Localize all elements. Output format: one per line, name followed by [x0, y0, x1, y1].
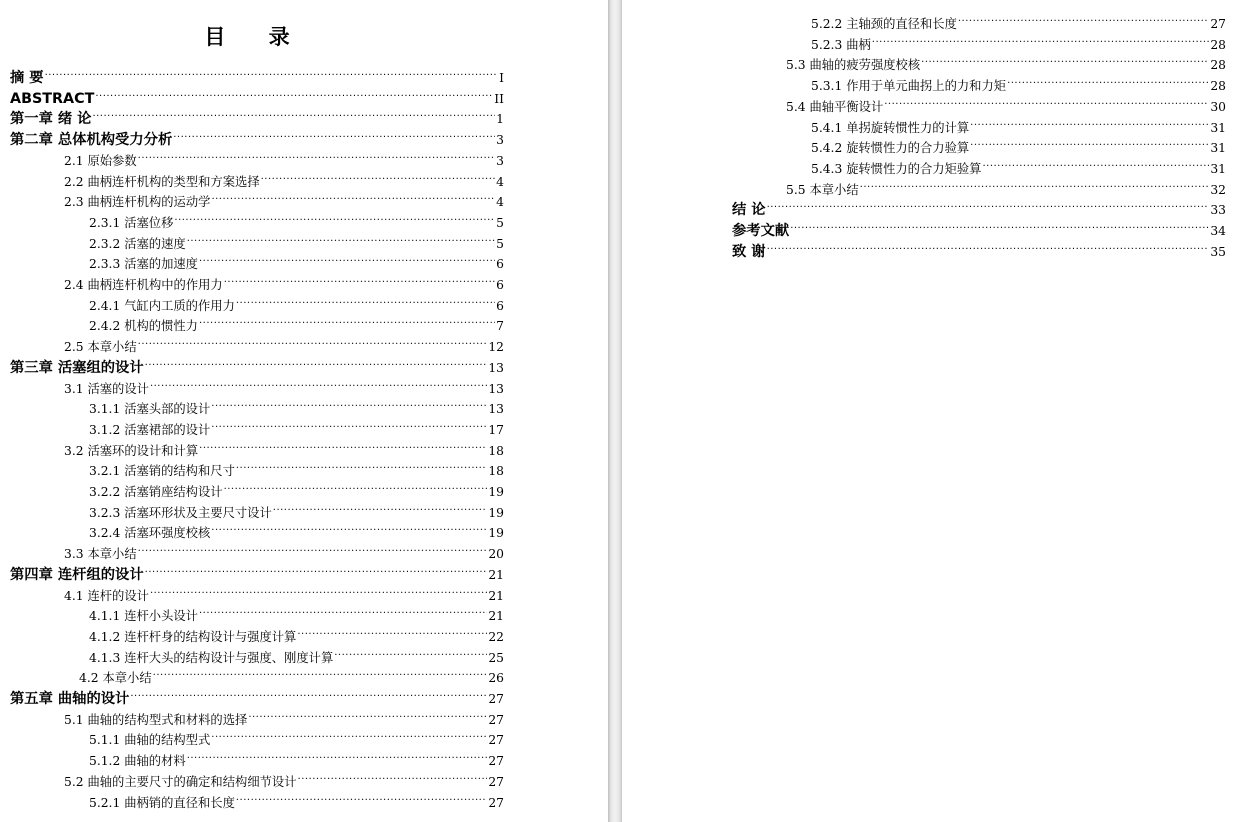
toc-entry-page-number: 5 — [496, 215, 504, 230]
toc-entry-page-number: 31 — [1210, 120, 1226, 135]
toc-entry-page-number: 25 — [488, 650, 504, 665]
toc-entry-label: 2.3 曲柄连杆机构的运动学 — [64, 195, 211, 210]
toc-entry-label: 4.1 连杆的设计 — [64, 588, 149, 603]
toc-entry[interactable] — [64, 269, 504, 292]
toc-dot-leader — [187, 745, 488, 765]
toc-dot-leader — [982, 153, 1209, 173]
toc-entry-page-number: 6 — [496, 278, 504, 292]
toc-entry-label: 第三章 活塞组的设计 — [10, 359, 144, 376]
toc-entry-page-number: 1 — [496, 112, 504, 127]
toc-entry[interactable] — [89, 290, 504, 313]
toc-entry[interactable] — [89, 517, 504, 541]
toc-entry-page-number: 20 — [488, 547, 504, 562]
toc-entry-page-number: 17 — [488, 422, 504, 437]
toc-entry-page-number: 27 — [488, 712, 504, 727]
toc-dot-leader — [872, 29, 1210, 49]
toc-entry[interactable] — [89, 476, 504, 499]
toc-entry[interactable] — [786, 49, 1226, 73]
toc-entry[interactable] — [732, 194, 1226, 219]
toc-dot-leader — [211, 186, 495, 206]
toc-entry[interactable] — [732, 215, 1226, 239]
toc-entry-label: 3.2.4 活塞环强度校核 — [89, 526, 211, 541]
toc-page-left — [0, 0, 608, 822]
toc-entry[interactable] — [89, 207, 504, 230]
toc-entry-label: 4.2 本章小结 — [79, 671, 152, 686]
toc-entry[interactable] — [64, 766, 504, 789]
toc-entry[interactable] — [89, 745, 504, 769]
toc-entry-page-number: 28 — [1210, 37, 1226, 52]
toc-entry-label: 致 谢 — [732, 243, 766, 260]
toc-entry-page-number: 3 — [496, 133, 504, 148]
toc-entry-page-number: 27 — [1210, 17, 1226, 31]
toc-entry-label: 3.1.2 活塞裙部的设计 — [89, 422, 211, 437]
toc-dot-leader — [921, 49, 1209, 69]
toc-dot-leader — [970, 112, 1209, 132]
toc-entry-page-number: 32 — [1210, 182, 1226, 197]
toc-entry-label: 3.1 活塞的设计 — [64, 381, 149, 396]
toc-entry-label: 3.2.1 活塞销的结构和尺寸 — [89, 464, 235, 479]
toc-entry-page-number: 27 — [488, 733, 504, 748]
toc-entry[interactable] — [10, 559, 504, 583]
toc-dot-leader — [174, 207, 495, 227]
toc-entry-label: 3.2.3 活塞环形状及主要尺寸设计 — [89, 505, 272, 520]
toc-entry[interactable] — [89, 310, 504, 334]
toc-dot-leader — [860, 174, 1210, 194]
toc-dot-leader — [297, 621, 487, 641]
toc-entry[interactable] — [811, 8, 1226, 31]
toc-entry[interactable] — [89, 497, 504, 520]
toc-entry-label: 4.1.2 连杆杆身的结构设计与强度计算 — [89, 629, 297, 644]
toc-entry[interactable] — [64, 538, 504, 562]
toc-dot-leader — [211, 517, 487, 537]
toc-dot-leader — [224, 476, 488, 496]
toc-dot-leader — [211, 393, 487, 413]
toc-entry-page-number: 26 — [488, 671, 504, 686]
toc-entry[interactable] — [89, 621, 504, 644]
toc-dot-leader — [199, 310, 495, 330]
toc-entry-page-number: 30 — [1210, 99, 1226, 114]
toc-entry-page-number: 7 — [496, 319, 504, 334]
toc-dot-leader — [236, 787, 487, 807]
toc-entry-page-number: 18 — [488, 464, 504, 479]
toc-entry-label: 3.2.2 活塞销座结构设计 — [89, 485, 223, 499]
toc-entry[interactable] — [89, 455, 504, 479]
toc-entry-label: 4.1.3 连杆大头的结构设计与强度、刚度计算 — [89, 650, 334, 665]
toc-entry-label: 2.3.1 活塞位移 — [89, 215, 174, 230]
toc-entry-label: ABSTRACT — [10, 90, 95, 107]
toc-entry[interactable] — [64, 580, 504, 603]
page-gutter — [608, 0, 622, 822]
toc-dot-leader — [145, 559, 488, 579]
toc-entry[interactable] — [732, 236, 1226, 260]
toc-dot-leader — [1007, 70, 1209, 90]
toc-dot-leader — [211, 414, 487, 434]
toc-entry-page-number: 28 — [1210, 79, 1226, 94]
toc-entry-label: 参考文献 — [732, 223, 790, 239]
toc-entry-page-number: 33 — [1210, 203, 1226, 218]
toc-entry-label: 3.1.1 活塞头部的设计 — [89, 402, 211, 417]
toc-entry[interactable] — [89, 724, 504, 748]
toc-entry-label: 2.4.1 气缸内工质的作用力 — [89, 298, 235, 313]
toc-entry[interactable] — [89, 414, 504, 437]
toc-entry-page-number: 13 — [488, 381, 504, 396]
toc-dot-leader — [153, 662, 488, 682]
toc-entry-page-number: 4 — [496, 174, 504, 189]
toc-entry[interactable] — [64, 186, 504, 210]
toc-entry-page-number: 34 — [1210, 224, 1226, 238]
toc-entry-label: 5.2.2 主轴颈的直径和长度 — [811, 17, 957, 31]
toc-dot-leader — [273, 497, 488, 517]
toc-entry-label: 5.2.3 曲柄 — [811, 37, 871, 52]
toc-entry-page-number: 19 — [488, 526, 504, 541]
toc-entry-label: 第二章 总体机构受力分析 — [10, 132, 173, 149]
toc-entry-page-number: 6 — [496, 298, 504, 313]
toc-entry-page-number: 12 — [488, 340, 504, 355]
toc-entry-page-number: 28 — [1210, 58, 1226, 73]
toc-entry[interactable] — [64, 166, 504, 189]
toc-entry-label: 结 论 — [732, 202, 766, 219]
toc-dot-leader — [199, 435, 487, 455]
toc-dot-leader — [211, 724, 487, 744]
toc-entry-label: 3.3 本章小结 — [64, 547, 137, 562]
toc-entry[interactable] — [89, 393, 504, 417]
toc-entry-page-number: 27 — [488, 692, 504, 706]
toc-dot-leader — [150, 580, 487, 600]
toc-entry[interactable] — [79, 662, 504, 686]
toc-entry-page-number: 19 — [488, 485, 504, 499]
toc-entry-page-number: 21 — [488, 588, 504, 603]
toc-entry[interactable] — [811, 153, 1226, 176]
toc-entry-label: 2.3.3 活塞的加速度 — [89, 257, 198, 272]
toc-entry[interactable] — [64, 373, 504, 396]
toc-dot-leader — [199, 600, 487, 620]
toc-entry-page-number: 3 — [496, 153, 504, 168]
toc-entry-page-number: 31 — [1210, 161, 1226, 176]
toc-entry-label: 2.2 曲柄连杆机构的类型和方案选择 — [64, 174, 260, 189]
toc-entry[interactable] — [64, 435, 504, 458]
toc-entry[interactable] — [786, 91, 1226, 114]
toc-entry-label: 5.3 曲轴的疲劳强度校核 — [786, 58, 921, 73]
toc-entry[interactable] — [64, 145, 504, 168]
toc-dot-leader — [45, 62, 499, 82]
toc-page-right — [622, 0, 1234, 822]
toc-entry-page-number: 27 — [488, 774, 504, 789]
toc-entry-label: 5.2 曲轴的主要尺寸的确定和结构细节设计 — [64, 774, 297, 789]
toc-entry-label: 5.3.1 作用于单元曲拐上的力和力矩 — [811, 79, 1007, 94]
toc-entry-page-number: 18 — [488, 443, 504, 458]
toc-dot-leader — [236, 455, 487, 475]
toc-entry-page-number: 21 — [488, 567, 504, 582]
toc-entry[interactable] — [89, 600, 504, 624]
toc-dot-leader — [138, 331, 488, 351]
toc-entry[interactable] — [89, 787, 504, 810]
toc-entry-label: 5.1.1 曲轴的结构型式 — [89, 733, 211, 748]
toc-dot-leader — [334, 642, 487, 662]
toc-entry-label: 2.4 曲柄连杆机构中的作用力 — [64, 278, 223, 292]
toc-entry-label: 第四章 连杆组的设计 — [10, 566, 144, 583]
toc-entry[interactable] — [811, 112, 1226, 135]
toc-dot-leader — [224, 269, 495, 289]
toc-dot-leader — [298, 766, 488, 786]
toc-entry[interactable] — [89, 642, 504, 665]
toc-entry-label: 4.1.1 连杆小头设计 — [89, 609, 198, 624]
toc-dot-leader — [248, 704, 487, 724]
toc-entry-label: 2.5 本章小结 — [64, 340, 137, 355]
toc-entry[interactable] — [10, 124, 504, 149]
toc-entry-label: 2.1 原始参数 — [64, 153, 137, 168]
toc-dot-leader — [958, 8, 1209, 28]
toc-dot-leader — [130, 683, 487, 703]
toc-dot-leader — [767, 194, 1210, 214]
toc-dot-leader — [138, 538, 488, 558]
toc-entry-label: 2.3.2 活塞的速度 — [89, 236, 186, 251]
toc-dot-leader — [173, 124, 495, 144]
toc-entry-page-number: 31 — [1210, 141, 1226, 156]
toc-entry[interactable] — [786, 174, 1226, 197]
toc-entry-label: 5.4 曲轴平衡设计 — [786, 99, 884, 114]
toc-entry-label: 第五章 曲轴的设计 — [10, 691, 130, 707]
toc-entry[interactable] — [10, 103, 504, 128]
toc-entry-label: 3.2 活塞环的设计和计算 — [64, 443, 199, 458]
toc-dot-leader — [261, 166, 496, 186]
toc-entry[interactable] — [811, 70, 1226, 94]
toc-entry-label: 5.4.1 单拐旋转惯性力的计算 — [811, 120, 970, 135]
toc-entry-page-number: 35 — [1210, 244, 1226, 259]
toc-entry-page-number: II — [494, 91, 504, 106]
toc-dot-leader — [187, 228, 495, 248]
toc-entry[interactable] — [64, 331, 504, 355]
toc-dot-leader — [790, 215, 1209, 235]
toc-entry[interactable] — [10, 352, 504, 376]
toc-entry-page-number: 22 — [488, 629, 504, 644]
toc-entry[interactable] — [10, 683, 504, 707]
toc-entry-page-number: 21 — [488, 609, 504, 624]
toc-dot-leader — [767, 236, 1210, 256]
toc-entry-label: 2.4.2 机构的惯性力 — [89, 319, 198, 334]
toc-title: 目 录 — [204, 25, 308, 49]
toc-entry[interactable] — [811, 29, 1226, 52]
toc-entry-label: 5.4.2 旋转惯性力的合力验算 — [811, 141, 970, 156]
toc-entry-page-number: 13 — [488, 360, 504, 375]
toc-entry-label: 5.5 本章小结 — [786, 182, 859, 197]
toc-dot-leader — [236, 290, 495, 310]
toc-entry-label: 5.1 曲轴的结构型式和材料的选择 — [64, 712, 248, 727]
toc-dot-leader — [150, 373, 487, 393]
toc-dot-leader — [138, 145, 496, 165]
toc-dot-leader — [970, 132, 1209, 152]
toc-entry-page-number: 27 — [488, 754, 504, 769]
toc-entry[interactable] — [10, 83, 504, 107]
toc-entry[interactable] — [811, 132, 1226, 156]
toc-dot-leader — [95, 83, 493, 103]
toc-entry[interactable] — [89, 228, 504, 251]
toc-entry-label: 5.4.3 旋转惯性力的合力矩验算 — [811, 161, 982, 176]
toc-entry-label: 摘 要 — [10, 70, 44, 86]
toc-entry-page-number: 4 — [496, 195, 504, 210]
toc-entry-page-number: 19 — [488, 505, 504, 520]
toc-dot-leader — [199, 248, 495, 268]
toc-entry-label: 第一章 绪 论 — [10, 111, 92, 128]
toc-entry[interactable] — [89, 248, 504, 272]
toc-entry-page-number: 13 — [488, 402, 504, 417]
toc-entry-label: 5.2.1 曲柄销的直径和长度 — [89, 795, 235, 810]
toc-entry-label: 5.1.2 曲轴的材料 — [89, 754, 186, 769]
toc-entry-page-number: I — [499, 71, 504, 85]
toc-entry-page-number: 6 — [496, 257, 504, 272]
toc-entry[interactable] — [10, 62, 504, 86]
toc-dot-leader — [92, 103, 495, 123]
toc-entry-page-number: 27 — [488, 795, 504, 810]
toc-entry-page-number: 5 — [496, 236, 504, 251]
toc-dot-leader — [145, 352, 488, 372]
toc-dot-leader — [884, 91, 1209, 111]
toc-entry[interactable] — [64, 704, 504, 727]
